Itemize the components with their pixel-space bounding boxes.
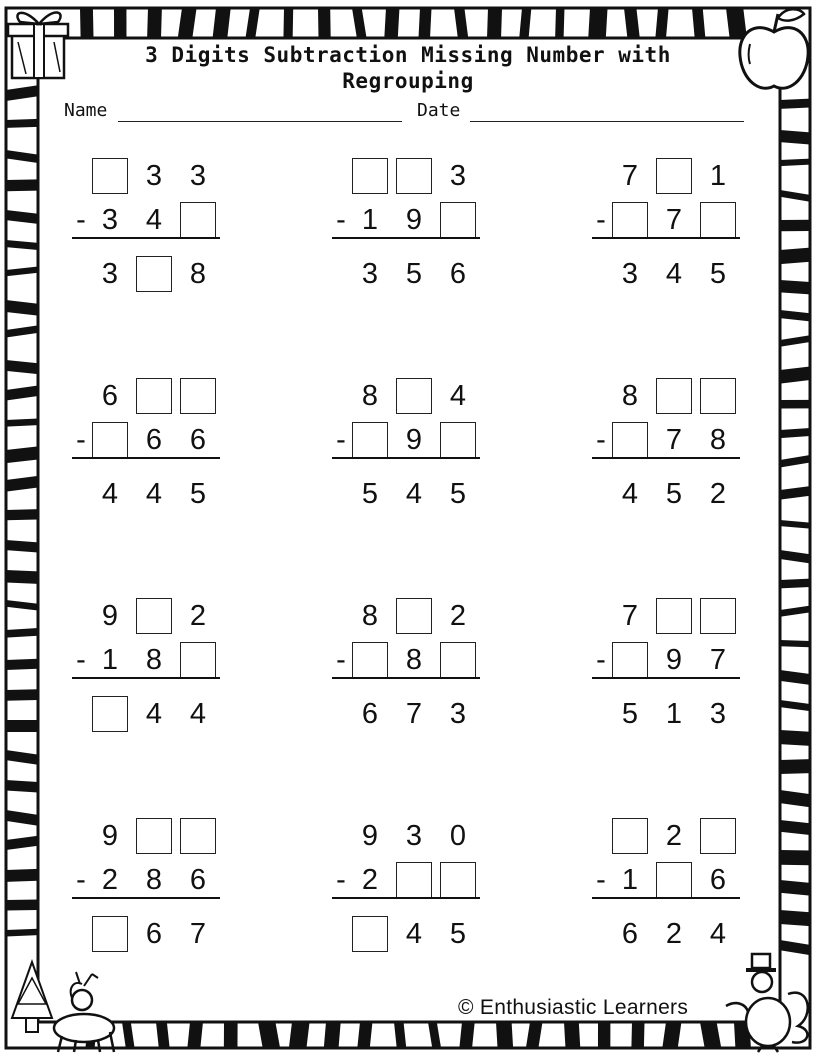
subtraction-rule-line	[332, 677, 480, 679]
subtrahend-digit: 9	[665, 644, 683, 676]
difference-digit: 3	[709, 698, 727, 730]
worksheet-title: 3 Digits Subtraction Missing Number with Regrouping	[145, 43, 671, 93]
minuend-row	[332, 598, 502, 636]
subtrahend-digit: 2	[361, 864, 379, 896]
border-stripe	[780, 850, 810, 865]
minuend-digit: 6	[101, 380, 119, 412]
minuend-digit: 4	[449, 380, 467, 412]
difference-digit: 2	[709, 478, 727, 510]
missing-digit-box[interactable]	[180, 818, 216, 854]
minuend-digit: 0	[449, 820, 467, 852]
difference-digit: 5	[405, 258, 423, 290]
subtraction-rule-line	[332, 457, 480, 459]
border-stripe	[6, 720, 38, 732]
missing-digit-box[interactable]	[396, 862, 432, 898]
subtraction-rule-line	[592, 237, 740, 239]
gift-icon	[4, 2, 74, 82]
subtrahend-digit: 6	[189, 864, 207, 896]
difference-digit: 4	[621, 478, 639, 510]
subtraction-problem-3	[592, 158, 762, 308]
difference-row	[72, 916, 242, 954]
border-stripe	[6, 179, 38, 191]
minuend-digit: 9	[361, 820, 379, 852]
subtraction-problem-9	[592, 598, 762, 748]
border-stripe	[496, 1022, 513, 1048]
border-stripe	[283, 8, 293, 38]
difference-row	[332, 916, 502, 954]
minuend-row	[72, 598, 242, 636]
minuend-row	[72, 378, 242, 416]
subtraction-problem-2	[332, 158, 502, 308]
subtraction-rule-line	[72, 237, 220, 239]
subtrahend-digit: 7	[665, 424, 683, 456]
border-stripe	[564, 1022, 580, 1048]
difference-digit: 4	[405, 918, 423, 950]
border-stripe	[487, 8, 502, 38]
border-stripe	[289, 1022, 310, 1048]
missing-digit-box[interactable]	[180, 642, 216, 678]
subtraction-problem-5	[332, 378, 502, 528]
difference-digit: 6	[621, 918, 639, 950]
minuend-digit: 9	[101, 600, 119, 632]
subtrahend-digit: 8	[405, 644, 423, 676]
missing-digit-box[interactable]	[656, 158, 692, 194]
border-stripe	[780, 640, 810, 647]
border-stripe	[6, 780, 38, 793]
missing-digit-box[interactable]	[700, 818, 736, 854]
difference-digit: 3	[361, 258, 379, 290]
subtrahend-digit: 8	[145, 644, 163, 676]
missing-digit-box[interactable]	[396, 598, 432, 634]
border-stripe	[780, 579, 810, 589]
minuend-digit: 7	[621, 160, 639, 192]
minus-sign: -	[76, 864, 86, 896]
border-stripe	[780, 130, 810, 145]
minuend-row	[592, 598, 762, 636]
subtraction-rule-line	[72, 897, 220, 899]
difference-digit: 5	[189, 478, 207, 510]
difference-row	[592, 916, 762, 954]
subtrahend-digit: 7	[709, 644, 727, 676]
difference-row	[72, 476, 242, 514]
subtrahend-row	[592, 862, 762, 900]
border-stripe	[324, 1022, 341, 1048]
missing-digit-box[interactable]	[612, 818, 648, 854]
border-stripe	[6, 570, 38, 584]
subtraction-problem-12	[592, 818, 762, 968]
border-stripe	[459, 1022, 474, 1048]
missing-digit-box[interactable]	[396, 158, 432, 194]
minus-sign: -	[336, 204, 346, 236]
border-stripe	[598, 1022, 610, 1048]
minuend-row	[332, 378, 502, 416]
minuend-digit: 1	[709, 160, 727, 192]
subtraction-problem-11	[332, 818, 502, 968]
missing-digit-box[interactable]	[440, 862, 476, 898]
border-stripe	[780, 400, 810, 409]
difference-digit: 3	[101, 258, 119, 290]
copyright-footer: © Enthusiastic Learners	[458, 996, 689, 1019]
subtrahend-row	[592, 422, 762, 460]
border-stripe	[318, 8, 331, 38]
minuend-digit: 2	[665, 820, 683, 852]
subtrahend-digit: 3	[101, 204, 119, 236]
border-stripe	[6, 689, 38, 701]
missing-digit-box[interactable]	[180, 378, 216, 414]
border-stripe	[187, 1022, 203, 1048]
difference-digit: 4	[145, 478, 163, 510]
minuend-row	[592, 378, 762, 416]
missing-digit-box[interactable]	[396, 378, 432, 414]
minus-sign: -	[596, 424, 606, 456]
subtrahend-digit: 8	[709, 424, 727, 456]
border-stripe	[6, 929, 38, 937]
subtrahend-digit: 2	[101, 864, 119, 896]
minuend-row	[72, 158, 242, 196]
subtrahend-row	[592, 202, 762, 240]
border-stripe	[384, 8, 399, 38]
missing-digit-box[interactable]	[700, 202, 736, 238]
subtraction-rule-line	[592, 677, 740, 679]
missing-digit-box[interactable]	[352, 422, 388, 458]
minuend-digit: 9	[101, 820, 119, 852]
border-stripe	[6, 119, 38, 128]
minus-sign: -	[596, 644, 606, 676]
subtraction-problem-1	[72, 158, 242, 308]
difference-row	[592, 696, 762, 734]
minus-sign: -	[76, 644, 86, 676]
missing-digit-box[interactable]	[612, 642, 648, 678]
missing-digit-box[interactable]	[440, 422, 476, 458]
minus-sign: -	[336, 424, 346, 456]
difference-digit: 1	[665, 698, 683, 730]
border-stripe	[114, 8, 126, 38]
border-stripe	[419, 8, 432, 38]
border-stripe	[555, 8, 564, 38]
subtrahend-row	[72, 422, 242, 460]
border-stripe	[80, 8, 94, 38]
minus-sign: -	[336, 864, 346, 896]
difference-digit: 5	[665, 478, 683, 510]
minuend-row	[592, 158, 762, 196]
missing-digit-box[interactable]	[656, 378, 692, 414]
missing-digit-box[interactable]	[92, 422, 128, 458]
name-label: Name	[64, 100, 108, 121]
border-stripe	[224, 1022, 238, 1048]
subtraction-problem-7	[72, 598, 242, 748]
border-stripe	[6, 869, 38, 882]
missing-digit-box[interactable]	[440, 202, 476, 238]
subtrahend-digit: 7	[665, 204, 683, 236]
missing-digit-box[interactable]	[352, 916, 388, 952]
missing-digit-box[interactable]	[92, 916, 128, 952]
difference-digit: 7	[405, 698, 423, 730]
minuend-row	[332, 158, 502, 196]
border-stripe	[780, 248, 810, 264]
subtrahend-row	[592, 642, 762, 680]
date-label: Date	[417, 100, 461, 121]
difference-row	[332, 696, 502, 734]
difference-digit: 4	[189, 698, 207, 730]
subtrahend-digit: 9	[405, 424, 423, 456]
subtraction-problem-8	[332, 598, 502, 748]
minus-sign: -	[76, 204, 86, 236]
date-field[interactable]	[470, 121, 744, 122]
minuend-digit: 2	[449, 600, 467, 632]
subtrahend-row	[72, 642, 242, 680]
subtrahend-digit: 1	[621, 864, 639, 896]
border-stripe	[780, 220, 810, 232]
minuend-digit: 7	[621, 600, 639, 632]
missing-digit-box[interactable]	[136, 378, 172, 414]
border-stripe	[6, 899, 38, 910]
missing-digit-box[interactable]	[700, 598, 736, 634]
difference-row	[332, 256, 502, 294]
missing-digit-box[interactable]	[352, 642, 388, 678]
minuend-row	[72, 818, 242, 856]
subtraction-rule-line	[592, 897, 740, 899]
difference-digit: 5	[449, 478, 467, 510]
subtrahend-digit: 1	[101, 644, 119, 676]
missing-digit-box[interactable]	[656, 862, 692, 898]
subtrahend-row	[72, 202, 242, 240]
minuend-digit: 8	[621, 380, 639, 412]
subtrahend-digit: 6	[145, 424, 163, 456]
border-stripe	[6, 659, 38, 670]
subtrahend-row	[72, 862, 242, 900]
subtrahend-row	[332, 642, 502, 680]
border-stripe	[6, 509, 38, 520]
difference-row	[72, 256, 242, 294]
border-stripe	[780, 730, 810, 746]
difference-digit: 3	[449, 698, 467, 730]
missing-digit-box[interactable]	[136, 598, 172, 634]
subtrahend-row	[332, 422, 502, 460]
missing-digit-box[interactable]	[440, 642, 476, 678]
missing-digit-box[interactable]	[612, 422, 648, 458]
difference-digit: 5	[449, 918, 467, 950]
border-stripe	[147, 8, 162, 38]
subtraction-rule-line	[332, 237, 480, 239]
border-stripe	[780, 280, 810, 294]
difference-digit: 4	[405, 478, 423, 510]
missing-digit-box[interactable]	[92, 158, 128, 194]
difference-digit: 4	[709, 918, 727, 950]
minuend-digit: 8	[361, 380, 379, 412]
missing-digit-box[interactable]	[180, 202, 216, 238]
difference-digit: 4	[145, 698, 163, 730]
minus-sign: -	[336, 644, 346, 676]
missing-digit-box[interactable]	[136, 818, 172, 854]
subtrahend-digit: 9	[405, 204, 423, 236]
subtrahend-digit: 8	[145, 864, 163, 896]
subtrahend-row	[332, 862, 502, 900]
difference-row	[332, 476, 502, 514]
subtrahend-digit: 1	[361, 204, 379, 236]
difference-digit: 6	[361, 698, 379, 730]
subtrahend-digit: 6	[189, 424, 207, 456]
minuend-digit: 3	[145, 160, 163, 192]
missing-digit-box[interactable]	[352, 158, 388, 194]
minus-sign: -	[76, 424, 86, 456]
missing-digit-box[interactable]	[700, 378, 736, 414]
difference-digit: 5	[621, 698, 639, 730]
reindeer-icon	[2, 958, 132, 1054]
border-stripe	[780, 759, 810, 774]
missing-digit-box[interactable]	[92, 696, 128, 732]
minuend-digit: 8	[361, 600, 379, 632]
difference-digit: 8	[189, 258, 207, 290]
name-field[interactable]	[118, 121, 402, 122]
minus-sign: -	[596, 204, 606, 236]
missing-digit-box[interactable]	[136, 256, 172, 292]
difference-row	[592, 256, 762, 294]
minuend-digit: 3	[189, 160, 207, 192]
difference-digit: 5	[361, 478, 379, 510]
subtraction-problem-10	[72, 818, 242, 968]
apple-icon	[734, 4, 814, 96]
difference-digit: 4	[101, 478, 119, 510]
subtraction-rule-line	[332, 897, 480, 899]
subtrahend-digit: 6	[709, 864, 727, 896]
subtraction-problem-6	[592, 378, 762, 528]
difference-digit: 6	[145, 918, 163, 950]
subtraction-rule-line	[72, 677, 220, 679]
difference-digit: 5	[709, 258, 727, 290]
difference-digit: 2	[665, 918, 683, 950]
missing-digit-box[interactable]	[656, 598, 692, 634]
border-stripe	[780, 99, 810, 109]
minuend-row	[332, 818, 502, 856]
difference-row	[72, 696, 242, 734]
minus-sign: -	[596, 864, 606, 896]
border-stripe	[631, 1022, 644, 1048]
subtraction-rule-line	[72, 457, 220, 459]
subtraction-problem-4	[72, 378, 242, 528]
subtraction-rule-line	[592, 457, 740, 459]
difference-digit: 3	[621, 258, 639, 290]
subtrahend-digit: 4	[145, 204, 163, 236]
subtrahend-row	[332, 202, 502, 240]
missing-digit-box[interactable]	[612, 202, 648, 238]
minuend-row	[592, 818, 762, 856]
border-stripe	[780, 910, 810, 926]
border-stripe	[588, 8, 607, 38]
minuend-digit: 3	[449, 160, 467, 192]
difference-row	[592, 476, 762, 514]
minuend-digit: 3	[405, 820, 423, 852]
difference-digit: 4	[665, 258, 683, 290]
difference-digit: 6	[449, 258, 467, 290]
difference-digit: 7	[189, 918, 207, 950]
minuend-digit: 2	[189, 600, 207, 632]
